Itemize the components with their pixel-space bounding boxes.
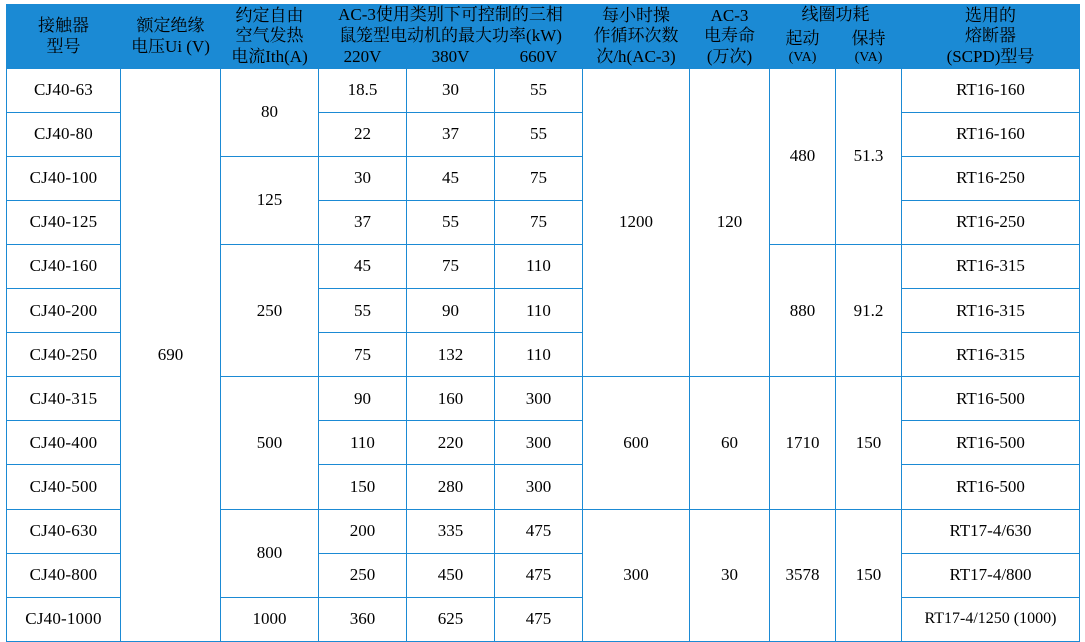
header-coil-consumption: [770, 5, 902, 27]
cell-scpd: RT16-315: [902, 333, 1080, 377]
header-operating-cycles: [583, 5, 690, 69]
header-life-line2: 电寿命: [704, 26, 755, 46]
cell-coil-hold: 51.3: [836, 69, 902, 245]
cell-model: CJ40-630: [7, 509, 121, 553]
cell-power-220v: 45: [319, 245, 407, 289]
header-scpd-line3: (SCPD)型号: [946, 46, 1035, 66]
cell-power-220v: 360: [319, 597, 407, 641]
cell-power-660v: 300: [495, 377, 583, 421]
cell-coil-start: 1710: [770, 377, 836, 509]
cell-operating-cycles: 600: [583, 377, 690, 509]
header-ui-line1: 额定绝缘: [136, 15, 205, 35]
cell-thermal-current: 500: [221, 377, 319, 509]
cell-scpd: RT16-160: [902, 113, 1080, 157]
table-header: [7, 5, 1080, 69]
cell-power-380v: 335: [407, 509, 495, 553]
cell-model: CJ40-80: [7, 113, 121, 157]
cell-power-220v: 90: [319, 377, 407, 421]
cell-scpd: RT17-4/800: [902, 553, 1080, 597]
cell-operating-cycles: 1200: [583, 69, 690, 377]
header-model-line1: 接触器: [38, 15, 89, 35]
cell-thermal-current: 1000: [221, 597, 319, 641]
header-ith-line2: 空气发热: [235, 26, 304, 46]
header-coil-hold: [836, 26, 902, 68]
cell-electrical-life: 30: [690, 509, 770, 641]
cell-coil-start: 480: [770, 69, 836, 245]
cell-power-660v: 55: [495, 69, 583, 113]
header-power-line1: AC-3使用类别下可控制的三相: [338, 5, 563, 24]
table-body: [7, 69, 1080, 642]
cell-model: CJ40-200: [7, 289, 121, 333]
cell-operating-cycles: 300: [583, 509, 690, 641]
header-power-line2: 鼠笼型电动机的最大功率(kW): [339, 25, 562, 45]
cell-model: CJ40-500: [7, 465, 121, 509]
cell-power-220v: 110: [319, 421, 407, 465]
table-row: [7, 69, 1080, 113]
header-coil-start-line1: 起动: [785, 28, 820, 48]
cell-power-660v: 475: [495, 597, 583, 641]
cell-power-660v: 110: [495, 245, 583, 289]
header-thermal-current: [221, 5, 319, 69]
cell-power-380v: 37: [407, 113, 495, 157]
cell-power-660v: 75: [495, 157, 583, 201]
cell-power-660v: 300: [495, 465, 583, 509]
cell-scpd: RT16-250: [902, 157, 1080, 201]
cell-power-380v: 280: [407, 465, 495, 509]
cell-power-660v: 75: [495, 201, 583, 245]
cell-power-380v: 45: [407, 157, 495, 201]
cell-model: CJ40-63: [7, 69, 121, 113]
header-cycles-line1: 每小时操: [602, 5, 670, 25]
cell-power-220v: 150: [319, 465, 407, 509]
cell-power-380v: 220: [407, 421, 495, 465]
header-power-380v: 380V: [407, 47, 495, 69]
cell-power-220v: 30: [319, 157, 407, 201]
cell-model: CJ40-125: [7, 201, 121, 245]
header-coil-start: [770, 26, 836, 68]
cell-power-380v: 55: [407, 201, 495, 245]
header-electrical-life: [690, 5, 770, 69]
cell-power-380v: 75: [407, 245, 495, 289]
cell-power-380v: 450: [407, 553, 495, 597]
cell-model: CJ40-100: [7, 157, 121, 201]
cell-power-220v: 250: [319, 553, 407, 597]
header-power-660v: 660V: [495, 47, 583, 69]
header-ith-line3: 电流Ith(A): [231, 46, 308, 66]
cell-power-380v: 90: [407, 289, 495, 333]
cell-power-660v: 475: [495, 553, 583, 597]
cell-power-380v: 625: [407, 597, 495, 641]
header-max-motor-power: [319, 5, 583, 47]
header-model-line2: 型号: [46, 36, 81, 56]
cell-model: CJ40-315: [7, 377, 121, 421]
cell-scpd: RT17-4/630: [902, 509, 1080, 553]
cell-scpd: RT16-160: [902, 69, 1080, 113]
cell-power-660v: 475: [495, 509, 583, 553]
header-life-line3: (万次): [706, 46, 753, 66]
cell-scpd: RT16-500: [902, 377, 1080, 421]
cell-model: CJ40-800: [7, 553, 121, 597]
cell-power-380v: 160: [407, 377, 495, 421]
header-ui-line2: 电压Ui (V): [131, 36, 210, 56]
header-model: [7, 5, 121, 69]
cell-thermal-current: 250: [221, 245, 319, 377]
header-scpd-line2: 熔断器: [965, 26, 1016, 46]
cell-power-220v: 200: [319, 509, 407, 553]
cell-model: CJ40-400: [7, 421, 121, 465]
cell-power-660v: 110: [495, 333, 583, 377]
cell-scpd: RT17-4/1250 (1000): [902, 597, 1080, 641]
header-scpd: [902, 5, 1080, 69]
header-coil-hold-line2: (VA): [854, 50, 883, 66]
header-cycles-line2: 作循环次数: [593, 26, 679, 46]
cell-power-220v: 75: [319, 333, 407, 377]
cell-model: CJ40-1000: [7, 597, 121, 641]
cell-coil-start: 3578: [770, 509, 836, 641]
cell-coil-hold: 150: [836, 509, 902, 641]
header-rated-insulation-voltage: [121, 5, 221, 69]
cell-power-380v: 132: [407, 333, 495, 377]
header-coil-start-line2: (VA): [788, 50, 817, 66]
header-cycles-line3: 次/h(AC-3): [596, 46, 676, 66]
header-life-line1: AC-3: [710, 5, 749, 25]
cell-power-220v: 55: [319, 289, 407, 333]
cell-power-660v: 110: [495, 289, 583, 333]
cell-coil-hold: 150: [836, 377, 902, 509]
cell-electrical-life: 60: [690, 377, 770, 509]
cell-scpd: RT16-250: [902, 201, 1080, 245]
header-power-220v: 220V: [319, 47, 407, 69]
cell-power-220v: 22: [319, 113, 407, 157]
cell-thermal-current: 125: [221, 157, 319, 245]
cell-scpd: RT16-500: [902, 465, 1080, 509]
cell-scpd: RT16-500: [902, 421, 1080, 465]
header-ith-line1: 约定自由: [235, 5, 304, 25]
cell-power-660v: 55: [495, 113, 583, 157]
cell-power-220v: 37: [319, 201, 407, 245]
header-coil-label: 线圈功耗: [801, 5, 870, 24]
cell-scpd: RT16-315: [902, 289, 1080, 333]
cell-coil-start: 880: [770, 245, 836, 377]
cell-rated-insulation-voltage: 690: [121, 69, 221, 642]
cell-model: CJ40-250: [7, 333, 121, 377]
cell-power-380v: 30: [407, 69, 495, 113]
cell-scpd: RT16-315: [902, 245, 1080, 289]
cell-power-660v: 300: [495, 421, 583, 465]
cell-coil-hold: 91.2: [836, 245, 902, 377]
header-coil-hold-line1: 保持: [851, 28, 886, 48]
cell-thermal-current: 800: [221, 509, 319, 597]
contactor-spec-table: [6, 4, 1080, 642]
cell-electrical-life: 120: [690, 69, 770, 377]
cell-thermal-current: 80: [221, 69, 319, 157]
cell-power-220v: 18.5: [319, 69, 407, 113]
cell-model: CJ40-160: [7, 245, 121, 289]
header-scpd-line1: 选用的: [965, 5, 1016, 25]
